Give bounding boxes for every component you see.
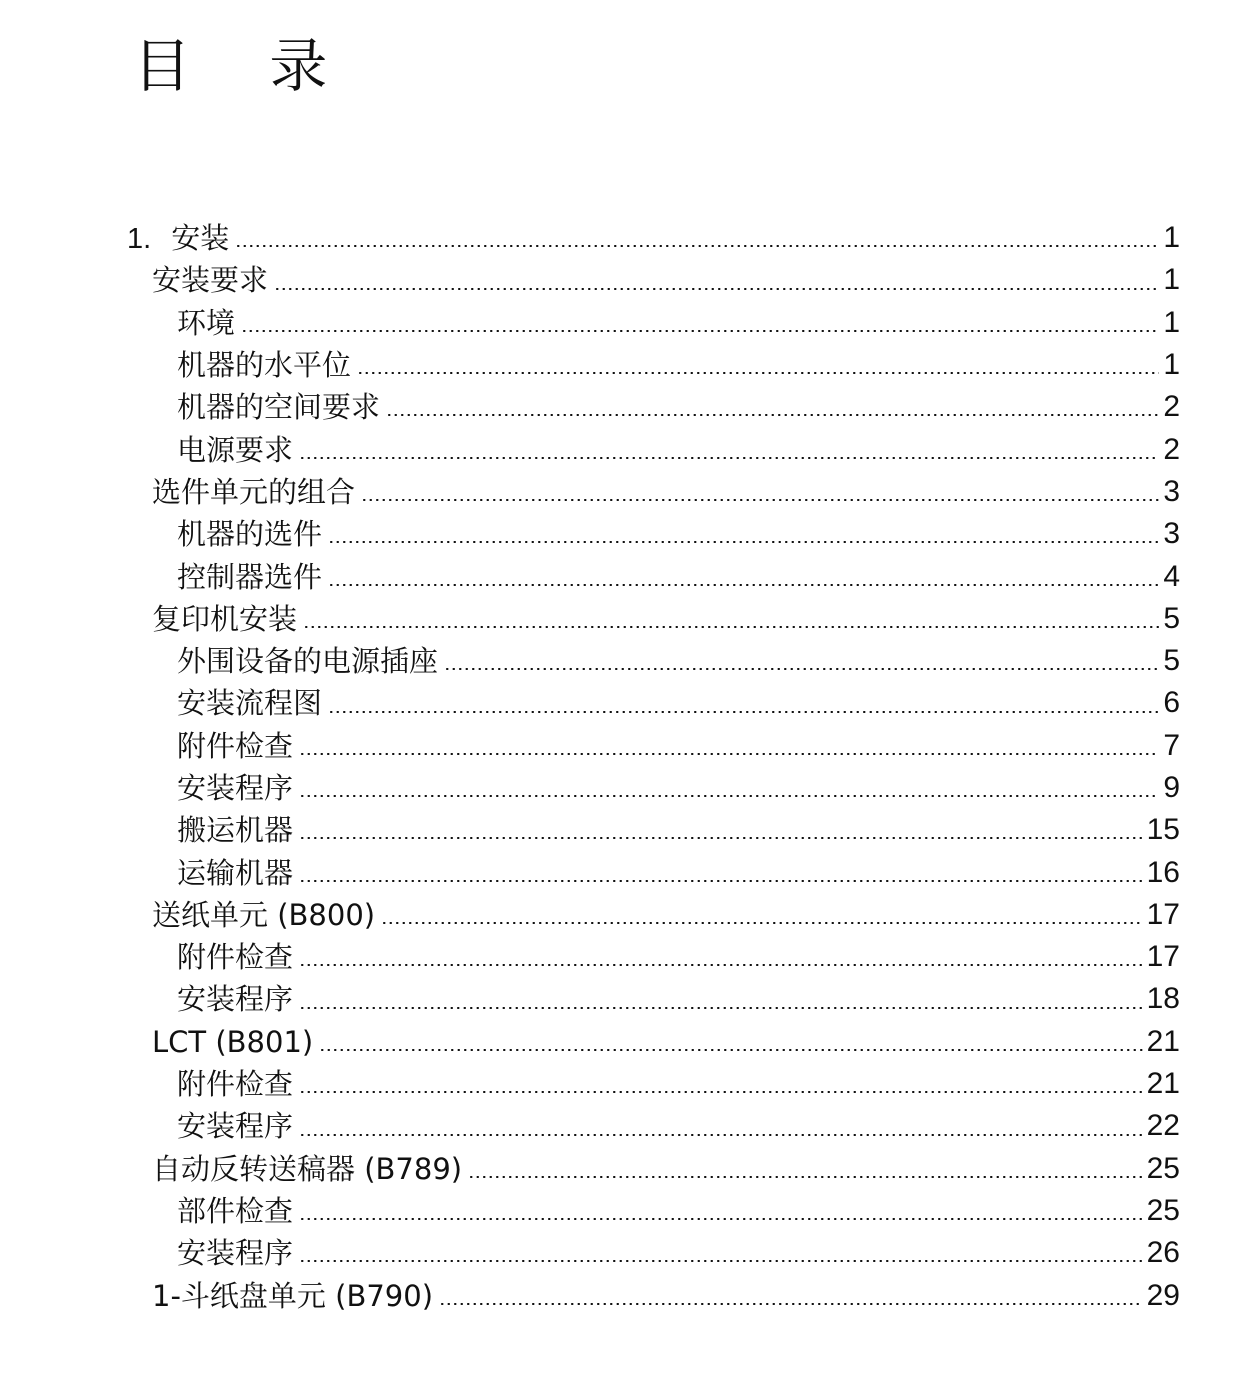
toc-entry[interactable] bbox=[0, 1148, 1260, 1190]
toc-entry-page-number: 16 bbox=[1146, 855, 1180, 889]
toc-entry[interactable] bbox=[0, 1190, 1260, 1232]
dot-leader bbox=[361, 499, 1159, 501]
dot-leader bbox=[468, 1176, 1143, 1178]
toc-entry-label: 附件检查 bbox=[177, 940, 294, 975]
toc-entry-title bbox=[152, 1021, 313, 1063]
toc-entry-label: 自动反转送稿器 (B789) bbox=[152, 1151, 463, 1186]
toc-entry-page-number: 5 bbox=[1163, 644, 1180, 678]
toc-entry-title bbox=[177, 386, 380, 428]
toc-entry-title bbox=[152, 1275, 433, 1317]
toc-entry-title bbox=[152, 894, 375, 936]
toc-entry-label: 机器的空间要求 bbox=[177, 390, 381, 425]
toc-entry-title bbox=[177, 978, 293, 1020]
toc-entry[interactable] bbox=[0, 682, 1260, 724]
toc-entry-title bbox=[152, 1148, 462, 1190]
dot-leader bbox=[299, 1007, 1143, 1009]
toc-entry-page-number: 7 bbox=[1163, 728, 1180, 762]
toc-entry-page-number: 1 bbox=[1163, 305, 1180, 339]
toc-entry-title bbox=[177, 513, 322, 555]
toc-entry[interactable] bbox=[0, 344, 1260, 386]
toc-entry-page-number: 29 bbox=[1146, 1278, 1180, 1312]
dot-leader bbox=[328, 584, 1159, 586]
toc-entry[interactable] bbox=[0, 555, 1260, 597]
toc-entry-page-number: 2 bbox=[1163, 390, 1180, 424]
toc-entry[interactable] bbox=[0, 217, 1260, 259]
toc-entry-title bbox=[177, 429, 293, 471]
toc-entry[interactable] bbox=[0, 894, 1260, 936]
toc-entry-page-number: 1 bbox=[1163, 263, 1180, 297]
toc-entry-page-number: 2 bbox=[1163, 432, 1180, 466]
dot-leader bbox=[303, 626, 1159, 628]
dot-leader bbox=[299, 964, 1143, 966]
dot-leader bbox=[319, 1049, 1142, 1051]
toc-entry[interactable] bbox=[0, 809, 1260, 851]
toc-entry[interactable] bbox=[0, 598, 1260, 640]
page-title: 目 录 bbox=[133, 32, 358, 100]
toc-entry-label: 安装程序 bbox=[177, 982, 294, 1017]
toc-entry-page-number: 3 bbox=[1163, 474, 1180, 508]
toc-entry[interactable] bbox=[0, 725, 1260, 767]
toc-entry-label: 安装程序 bbox=[177, 1236, 294, 1271]
toc-entry-label: 安装流程图 bbox=[177, 686, 323, 721]
toc-entry-page-number: 25 bbox=[1146, 1151, 1180, 1185]
toc-entry-page-number: 25 bbox=[1146, 1193, 1180, 1227]
toc-entry-label: 运输机器 bbox=[177, 855, 294, 890]
toc-entry[interactable] bbox=[0, 428, 1260, 470]
toc-entry-label: 搬运机器 bbox=[177, 813, 294, 848]
toc-entry-label: 机器的选件 bbox=[177, 517, 323, 552]
toc-entry-label: 部件检查 bbox=[177, 1193, 294, 1228]
toc-entry[interactable] bbox=[0, 851, 1260, 893]
toc-entry-title bbox=[177, 936, 293, 978]
toc-entry[interactable] bbox=[0, 513, 1260, 555]
toc-entry-title bbox=[177, 682, 322, 724]
toc-entry-label: 安装要求 bbox=[152, 263, 269, 298]
dot-leader bbox=[299, 1260, 1143, 1262]
dot-leader bbox=[299, 1091, 1143, 1093]
dot-leader bbox=[439, 1303, 1143, 1305]
toc-entry-page-number: 15 bbox=[1146, 813, 1180, 847]
dot-leader bbox=[381, 922, 1143, 924]
toc-entry[interactable] bbox=[0, 471, 1260, 513]
dot-leader bbox=[299, 457, 1159, 459]
dot-leader bbox=[386, 414, 1159, 416]
toc-entry[interactable] bbox=[0, 386, 1260, 428]
toc-entry[interactable] bbox=[0, 1021, 1260, 1063]
toc-entry[interactable] bbox=[0, 1274, 1260, 1316]
toc-entry[interactable] bbox=[0, 767, 1260, 809]
dot-leader bbox=[235, 245, 1159, 247]
toc-entry-label: 外围设备的电源插座 bbox=[177, 644, 439, 679]
toc-entry[interactable] bbox=[0, 1063, 1260, 1105]
toc-entry[interactable] bbox=[0, 1232, 1260, 1274]
toc-entry-label: LCT (B801) bbox=[152, 1024, 314, 1059]
toc-entry-page-number: 1 bbox=[1163, 221, 1180, 255]
toc-entry-title bbox=[177, 344, 351, 386]
toc-entry[interactable] bbox=[0, 1105, 1260, 1147]
toc-entry-page-number: 9 bbox=[1163, 771, 1180, 804]
dot-leader bbox=[328, 541, 1159, 543]
toc-entry-title bbox=[177, 302, 235, 344]
toc-entry-label: 电源要求 bbox=[177, 432, 294, 467]
toc-entry-title bbox=[177, 1190, 293, 1232]
toc-entry-label: 安装程序 bbox=[177, 1109, 294, 1144]
toc-entry-title bbox=[177, 556, 322, 598]
toc-entry-page-number: 26 bbox=[1146, 1236, 1180, 1270]
toc-entry-label: 机器的水平位 bbox=[177, 348, 352, 383]
toc-entry-label: 安装程序 bbox=[177, 771, 294, 805]
dot-leader bbox=[299, 1218, 1143, 1220]
dot-leader bbox=[444, 668, 1159, 670]
toc-entry-label: 安装 bbox=[171, 220, 230, 255]
toc-entry-title bbox=[177, 809, 293, 851]
toc-entry[interactable] bbox=[0, 302, 1260, 344]
toc-entry[interactable] bbox=[0, 978, 1260, 1020]
toc-entry-title bbox=[152, 471, 355, 513]
toc-entry-label: 附件检查 bbox=[177, 728, 294, 763]
toc-entry-title bbox=[177, 1105, 293, 1147]
toc-entry-page-number: 22 bbox=[1146, 1109, 1180, 1143]
toc-entry-number: 1. bbox=[127, 222, 152, 255]
toc-entry-label: 送纸单元 (B800) bbox=[152, 897, 376, 932]
toc-entry-label: 1-斗纸盘单元 (B790) bbox=[152, 1278, 434, 1313]
toc-entry-page-number: 21 bbox=[1146, 1067, 1180, 1101]
toc-entry-label: 环境 bbox=[177, 305, 236, 340]
dot-leader bbox=[299, 753, 1159, 755]
toc-entry-page-number: 4 bbox=[1163, 559, 1180, 593]
dot-leader bbox=[328, 711, 1159, 713]
dot-leader bbox=[299, 880, 1143, 882]
toc-entry-title bbox=[177, 1232, 293, 1274]
toc-entry-label: 控制器选件 bbox=[177, 559, 323, 594]
toc-entry-title bbox=[177, 1063, 293, 1105]
toc-entry-page-number: 3 bbox=[1163, 517, 1180, 551]
toc-entry-page-number: 17 bbox=[1146, 897, 1180, 931]
toc-entry-page-number: 18 bbox=[1146, 982, 1180, 1016]
toc-entry-page-number: 1 bbox=[1163, 348, 1180, 382]
toc-entry-title bbox=[152, 259, 268, 301]
toc-entry-title bbox=[177, 767, 293, 809]
toc-entry-title bbox=[177, 640, 438, 682]
dot-leader bbox=[299, 1134, 1143, 1136]
dot-leader bbox=[357, 372, 1159, 374]
toc-entry-page-number: 17 bbox=[1146, 940, 1180, 974]
table-of-contents bbox=[0, 217, 1260, 1317]
toc-entry-page-number: 6 bbox=[1163, 686, 1180, 720]
toc-entry-title bbox=[152, 598, 297, 640]
toc-entry-label: 选件单元的组合 bbox=[152, 474, 356, 509]
toc-entry[interactable] bbox=[0, 936, 1260, 978]
dot-leader bbox=[299, 837, 1143, 839]
dot-leader bbox=[299, 795, 1159, 797]
toc-entry-label: 复印机安装 bbox=[152, 601, 298, 636]
toc-entry-title bbox=[177, 852, 293, 894]
toc-entry[interactable] bbox=[0, 640, 1260, 682]
dot-leader bbox=[241, 330, 1159, 332]
toc-entry[interactable] bbox=[0, 259, 1260, 301]
toc-entry-page-number: 21 bbox=[1146, 1024, 1180, 1058]
dot-leader bbox=[274, 288, 1159, 290]
toc-entry-title bbox=[127, 217, 229, 260]
toc-entry-page-number: 5 bbox=[1163, 601, 1180, 635]
toc-entry-label: 附件检查 bbox=[177, 1067, 294, 1102]
toc-entry-title bbox=[177, 725, 293, 767]
